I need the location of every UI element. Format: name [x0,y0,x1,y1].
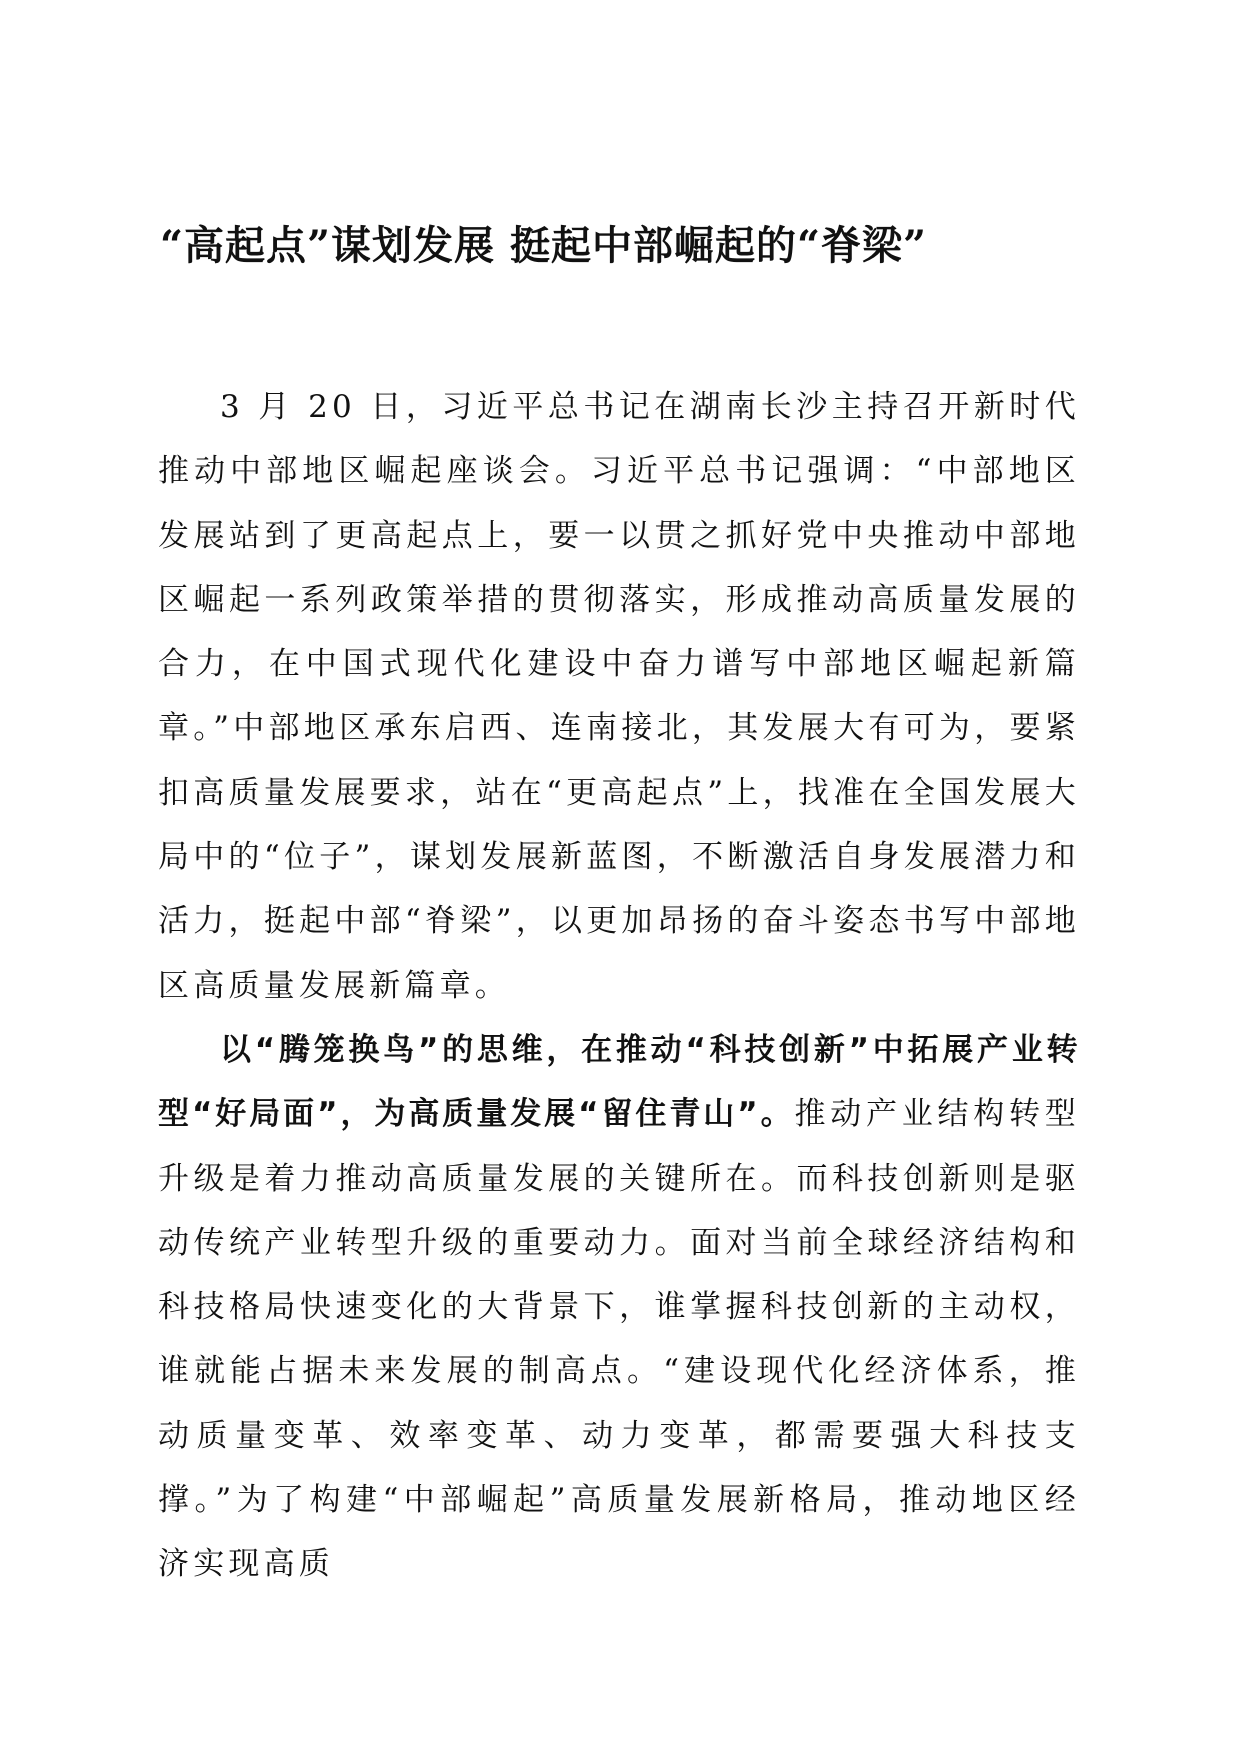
paragraph-section-one-text: 推动产业结构转型升级是着力推动高质量发展的关键所在。而科技创新则是驱动传统产业转型升级的重要动力。面对当前全球经济结构和科技格局快速变化的大背景下，谁掌握科技创新的主动权，谁就能占据未来发展的制高点。“建设现代化经济体系，推动质量变革、效率变革、动力变革，都需要强大科技支撑。”为了构建“中部崛起”高质量发展新格局，推动地区经济实现高质 [158,1096,1080,1583]
paragraph-section-one [158,1018,1080,1597]
paragraph-intro-text: 3 月 20 日，习近平总书记在湖南长沙主持召开新时代推动中部地区崛起座谈会。习近平总书记强调：“中部地区发展站到了更高起点上，要一以贯之抓好党中央推动中部地区崛起一系列政策举措的贯彻落实，形成推动高质量发展的合力，在中国式现代化建设中奋力谱写中部地区崛起新篇章。”中部地区承东启西、连南接北，其发展大有可为，要紧扣高质量发展要求，站在“更高起点”上，找准在全国发展大局中的“位子”，谋划发展新蓝图，不断激活自身发展潜力和活力，挺起中部“脊梁”，以更加昂扬的奋斗姿态书写中部地区高质量发展新篇章。 [158,389,1080,1004]
paragraph-intro [158,375,1080,1018]
document-body [158,375,1080,1597]
section-heading-inline: 以“腾笼换鸟”的思维，在推动“科技创新”中拓展产业转型“好局面”，为高质量发展“留住青山”。 [158,1031,1080,1133]
document-title: “高起点”谋划发展 挺起中部崛起的“脊梁” [160,222,927,269]
